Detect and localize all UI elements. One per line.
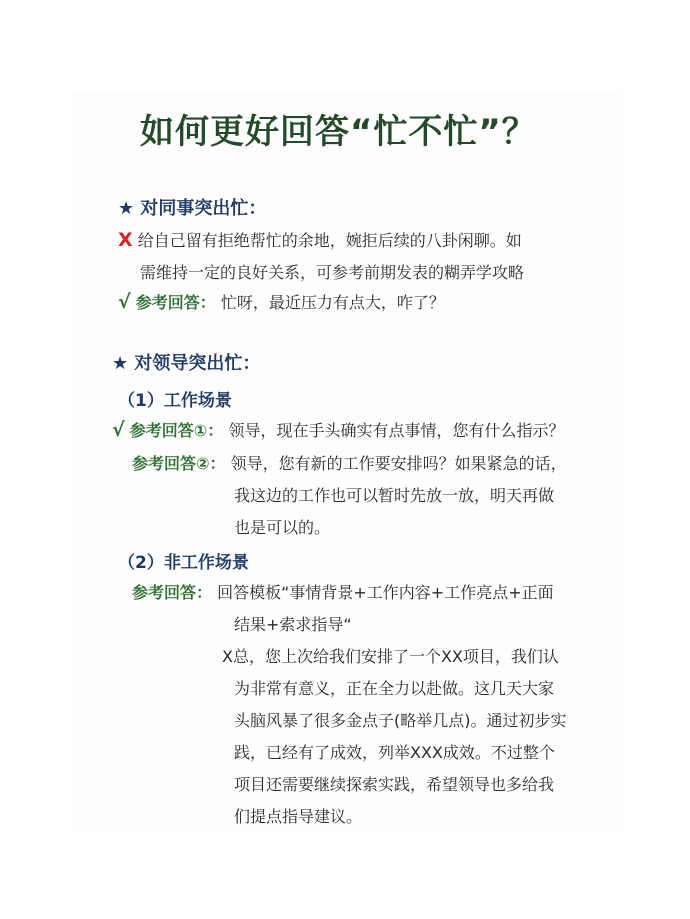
example-line5: 项目还需要继续探索实践，希望领导也多给我 (234, 775, 555, 794)
bad-answer-line1: 给自己留有拒绝帮忙的余地，婉拒后续的八卦闲聊。如 (137, 231, 522, 250)
page-title: 如何更好回答“忙不忙”？ (140, 112, 537, 152)
ref3-label: 参考回答： (132, 583, 213, 602)
section1-heading: 对同事突出忙： (140, 198, 267, 219)
ref-answer-label: 参考回答： (135, 293, 216, 312)
star-icon: ★ (112, 353, 129, 374)
example-line6: 们提点指导建议。 (234, 807, 363, 826)
section2-heading-row (112, 349, 260, 375)
check-icon: √ (112, 419, 125, 441)
example-line2: 为非常有意义，正在全力以赴做。这几天大家 (234, 679, 555, 698)
ref3-line2: 结果+索求指导“ (234, 615, 352, 634)
section1-heading-row (118, 194, 266, 220)
bad-answer-line2: 需维持一定的良好关系，可参考前期发表的糊弄学攻略 (140, 263, 525, 282)
star-icon: ★ (118, 198, 135, 219)
non-work-scene-heading: （2）非工作场景 (118, 553, 249, 573)
ref1-text: 领导，现在手头确实有点事情，您有什么指示？ (228, 421, 565, 440)
example-line3: 头脑风暴了很多金点子(略举几点)。通过初步实 (234, 711, 567, 730)
check-icon: √ (118, 291, 131, 313)
ref2-line2: 我这边的工作也可以暂时先放一放，明天再做 (234, 486, 555, 505)
ref-answer-text: 忙呀，最近压力有点大，咋了？ (220, 293, 445, 312)
example-line1: X总，您上次给我们安排了一个XX项目，我们认 (222, 647, 559, 666)
ref2-row (132, 451, 567, 474)
work-scene-heading: （1）工作场景 (118, 391, 232, 411)
ref3-row (132, 580, 554, 603)
ref1-row (112, 418, 564, 441)
ref1-label: 参考回答①： (129, 421, 224, 440)
ref-answer-row (118, 290, 445, 313)
example-line4: 践，已经有了成效，列举XXX成效。不过整个 (234, 743, 555, 762)
cross-icon: X (118, 229, 133, 251)
ref2-line1: 领导，您有新的工作要安排吗？如果紧急的话， (230, 454, 567, 473)
bad-answer-row (118, 228, 522, 251)
ref3-line1: 回答模板“事情背景+工作内容+工作亮点+正面 (217, 583, 554, 602)
ref2-line3: 也是可以的。 (234, 518, 331, 537)
section2-heading: 对领导突出忙： (134, 353, 261, 374)
ref2-label: 参考回答②： (132, 454, 226, 473)
